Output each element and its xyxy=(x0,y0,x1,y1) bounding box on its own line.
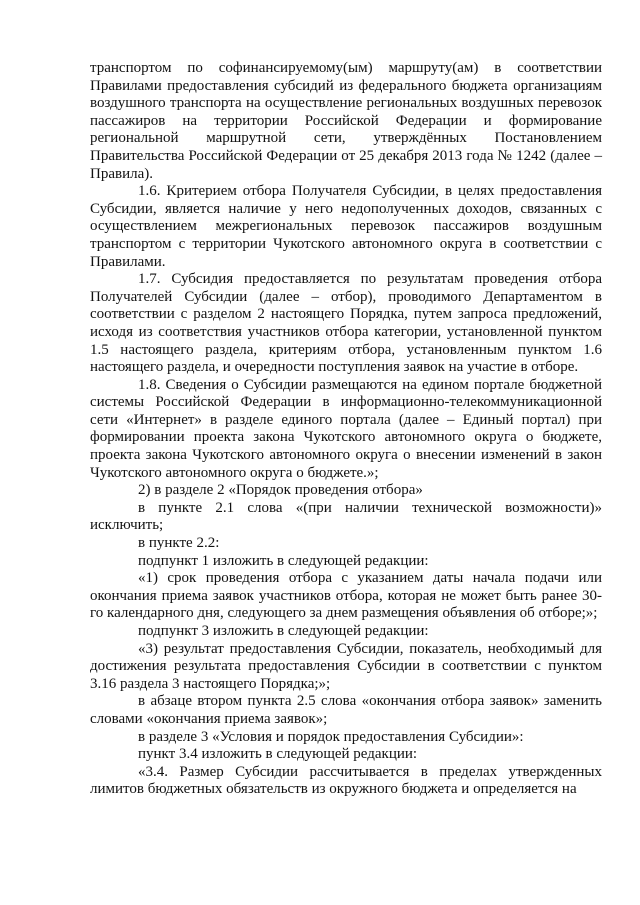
paragraph-1-7: 1.7. Субсидия предоставляется по результатам проведения отбора Получателей Субсидии (далее – отбор), проводимого Департаментом в соответствии с разделом 2 настоящего Порядка, путем запроса предложений, исходя из соответствия участников отбора категории, установленной пунктом 1.5 настоящего раздела, критериям отбора, установленным пунктом 1.6 настоящего раздела, и очередности поступления заявок на участие в отборе. xyxy=(90,271,602,376)
paragraph-1-8: 1.8. Сведения о Субсидии размещаются на едином портале бюджетной системы Российской Федерации в информационно-телекоммуникационной сети «Интернет» в разделе единого портала (далее – Единый портал) при формировании проекта закона Чукотского автономного округа о бюджете, проекта закона Чукотского автономного округа о внесении изменений в закон Чукотского автономного округа о бюджете.»; xyxy=(90,376,602,481)
paragraph-1-6: 1.6. Критерием отбора Получателя Субсидии, в целях предоставления Субсидии, является наличие у него недополученных доходов, связанных с осуществлением межрегиональных перевозок пассажиров воздушным транспортом с территории Чукотского автономного округа в соответствии с Правилами. xyxy=(90,183,602,270)
paragraph-2-1-change: в пункте 2.1 слова «(при наличии технической возможности)» исключить; xyxy=(90,499,602,534)
paragraph-section-2-heading: 2) в разделе 2 «Порядок проведения отбора» xyxy=(138,482,423,499)
paragraph-subpoint-1-text: «1) срок проведения отбора с указанием даты начала подачи или окончания приема заявок участников отбора, которая не может быть ранее 30-го календарного дня, следующего за днем размещения объявления об отборе;»; xyxy=(90,570,602,622)
paragraph-3-4-intro: пункт 3.4 изложить в следующей редакции: xyxy=(138,746,418,763)
paragraph-subpoint-3-text: «3) результат предоставления Субсидии, показатель, необходимый для достижения результата предоставления Субсидии в соответствии с пунктом 3.16 раздела 3 настоящего Порядка;»; xyxy=(90,640,602,692)
paragraph-continuation: транспортом по софинансируемому(ым) маршруту(ам) в соответствии Правилами предоставления субсидий из федерального бюджета организациям воздушного транспорта на осуществление региональных воздушных перевозок пассажиров на территории Российской Федерации и формирование региональной маршрутной сети, утверждённых Постановлением Правительства Российской Федерации от 25 декабря 2013 года № 1242 (далее – Правила). xyxy=(90,60,602,182)
document-page xyxy=(90,60,602,799)
paragraph-subpoint-3-intro: подпункт 3 изложить в следующей редакции: xyxy=(138,623,429,639)
paragraph-2-2-intro: в пункте 2.2: xyxy=(138,535,220,552)
paragraph-3-4-text: «3.4. Размер Субсидии рассчитывается в пределах утвержденных лимитов бюджетных обязательств из окружного бюджета и определяется на xyxy=(90,763,602,798)
paragraph-2-5-change: в абзаце втором пункта 2.5 слова «окончания отбора заявок» заменить словами «окончания приема заявок»; xyxy=(90,693,602,727)
paragraph-subpoint-1-intro: подпункт 1 изложить в следующей редакции: xyxy=(138,552,429,569)
paragraph-section-3-heading: в разделе 3 «Условия и порядок предоставления Субсидии»: xyxy=(138,728,524,745)
